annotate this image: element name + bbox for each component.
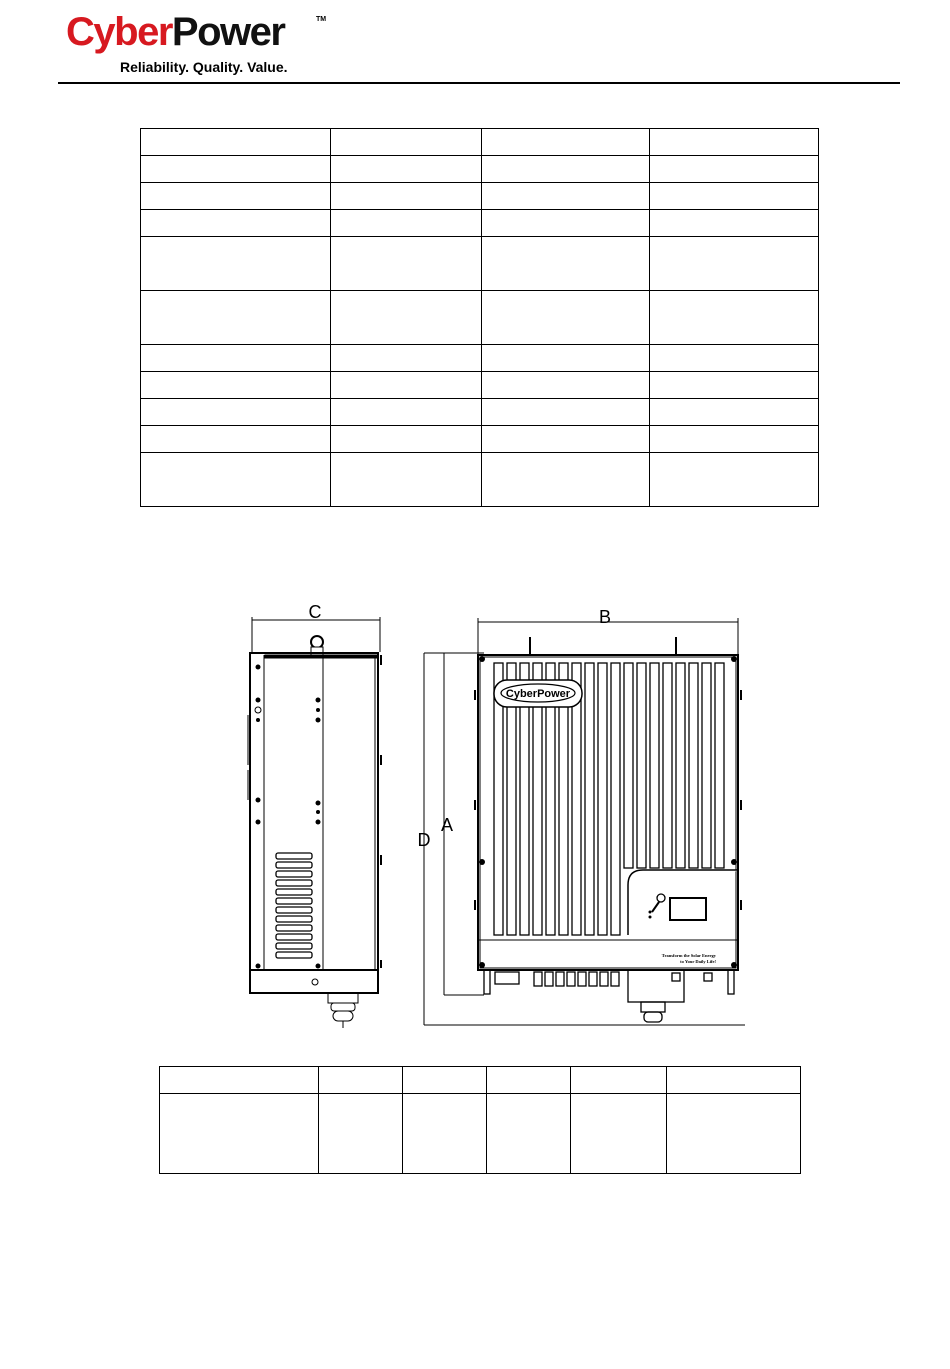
spec-table-cell [331, 453, 482, 507]
spec-table-cell [331, 426, 482, 453]
spec-table-cell [482, 345, 650, 372]
spec-table-cell [141, 183, 331, 210]
spec-table-cell [141, 345, 331, 372]
spec-table-cell [331, 237, 482, 291]
spec-table-row [141, 129, 819, 156]
dim-table-cell [487, 1067, 571, 1094]
spec-table-cell [482, 453, 650, 507]
front-caption-line-1: Transform the Solar Energy [661, 953, 716, 958]
spec-table-cell [650, 399, 819, 426]
spec-table-cell [650, 426, 819, 453]
side-cable-gland-nut [328, 993, 358, 1003]
dim-table-cell [571, 1094, 667, 1174]
connector-block [495, 972, 519, 984]
inverter-dimension-drawing [240, 600, 760, 1040]
ac-terminal-box [628, 970, 684, 1002]
dim-table-cell [319, 1067, 403, 1094]
spec-table-cell [482, 372, 650, 399]
spec-table-cell [141, 210, 331, 237]
spec-table-cell [650, 156, 819, 183]
specification-table [140, 128, 819, 507]
spec-table-cell [482, 129, 650, 156]
spec-table-cell [482, 183, 650, 210]
spec-table-cell [331, 156, 482, 183]
spec-table-cell [482, 291, 650, 345]
dim-label-d: D [417, 830, 431, 850]
spec-table-row [141, 237, 819, 291]
spec-table-row [141, 345, 819, 372]
dim-label-c: C [308, 602, 322, 622]
dim-table-row [160, 1067, 801, 1094]
spec-table-cell [650, 237, 819, 291]
dim-table-cell [160, 1067, 319, 1094]
spec-table-cell [482, 210, 650, 237]
dim-table-cell [571, 1067, 667, 1094]
spec-table-cell [482, 426, 650, 453]
dim-table-cell [403, 1067, 487, 1094]
spec-table-cell [482, 237, 650, 291]
spec-table-cell [331, 399, 482, 426]
spec-table-row [141, 156, 819, 183]
spec-table-row [141, 210, 819, 237]
front-logo-text: CyberPower [505, 688, 571, 700]
dim-table-cell [487, 1094, 571, 1174]
spec-table-cell [650, 345, 819, 372]
spec-table-cell [482, 156, 650, 183]
spec-table-cell [141, 156, 331, 183]
spec-table-row [141, 426, 819, 453]
spec-table-cell [650, 129, 819, 156]
dim-table-row [160, 1094, 801, 1174]
dim-label-a: A [440, 815, 454, 835]
spec-table-cell [650, 453, 819, 507]
spec-table-row [141, 183, 819, 210]
front-caption-line-2: to Your Daily Life! [680, 959, 716, 964]
header-rule [58, 82, 900, 84]
spec-table-cell [141, 453, 331, 507]
spec-table-cell [331, 345, 482, 372]
dim-table-cell [160, 1094, 319, 1174]
spec-table-cell [141, 426, 331, 453]
spec-table-cell [331, 372, 482, 399]
spec-table-cell [331, 129, 482, 156]
spec-table-row [141, 453, 819, 507]
spec-table-row [141, 372, 819, 399]
spec-table-cell [141, 129, 331, 156]
dim-table-cell [667, 1067, 801, 1094]
spec-table-row [141, 399, 819, 426]
dim-table-cell [319, 1094, 403, 1174]
spec-table-cell [331, 210, 482, 237]
spec-table-cell [482, 399, 650, 426]
dim-table-cell [403, 1094, 487, 1174]
spec-table-cell [141, 372, 331, 399]
dimension-table [159, 1066, 801, 1174]
spec-table-cell [141, 237, 331, 291]
spec-table-cell [650, 291, 819, 345]
spec-table-cell [331, 291, 482, 345]
spec-table-cell [650, 210, 819, 237]
side-body [250, 653, 378, 993]
spec-table-cell [650, 183, 819, 210]
dim-table-cell [667, 1094, 801, 1174]
logo-tagline: Reliability. Quality. Value. [120, 59, 288, 75]
dim-label-b: B [598, 607, 612, 627]
spec-table-cell [141, 291, 331, 345]
spec-table-cell [141, 399, 331, 426]
spec-table-cell [331, 183, 482, 210]
lifting-eye [311, 636, 323, 648]
spec-table-cell [650, 372, 819, 399]
spec-table-row [141, 291, 819, 345]
logo-wordmark: CyberPower [66, 10, 285, 54]
trademark-mark: TM [316, 16, 327, 23]
